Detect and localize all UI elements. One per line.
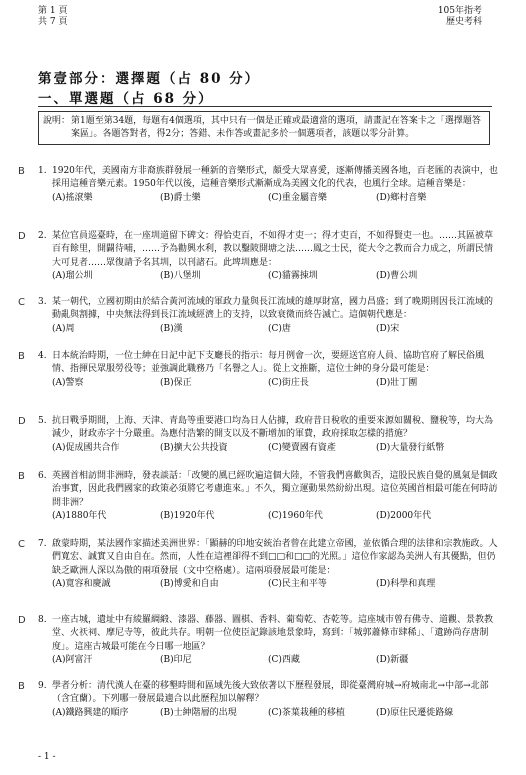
answer-option: (B)1920年代	[160, 510, 215, 521]
question-item	[18, 538, 500, 591]
answer-option: (D)大量發行紙幣	[376, 442, 445, 453]
page-number: 第 1 頁	[38, 6, 68, 16]
page-total: 共 7 頁	[38, 17, 68, 27]
question-item	[18, 296, 500, 336]
answer-option: (C)貓霧捒圳	[268, 270, 318, 281]
question-stem: 1920年代，美國南方非裔族群發展一種新的音樂形式，頗受大眾喜愛，逐漸傳播美國各地，百老匯的表演中，也採用這種音樂元素。1950年代以後，這種音樂形式漸漸成為美國文化的代表，也風行全球。這種音樂是：	[52, 166, 498, 190]
question-number: 6.	[38, 471, 47, 481]
question-item	[18, 614, 500, 667]
question-number: 3.	[38, 297, 47, 307]
answer-option: (B)士紳階層的出現	[160, 707, 237, 718]
answer-option: (C)茶葉栽種的移植	[268, 707, 345, 718]
handwritten-answer: B	[18, 681, 25, 692]
question-stem: 學者分析：清代漢人在臺的移墾時間和區域先後大致依著以下歷程發展，即從臺灣府城→府城南北→中部→北部（含宜蘭）。下列哪一發展最適合以此歷程加以解釋？	[52, 681, 489, 705]
answer-option: (B)爵士樂	[160, 192, 201, 203]
answer-options	[52, 270, 500, 283]
answer-option: (C)變賣國有資產	[268, 442, 336, 453]
answer-option: (C)街庄長	[268, 377, 309, 388]
answer-option: (C)西藏	[268, 654, 300, 665]
question-stem: 抗日戰爭期間，上海、天津、青島等重要港口均為日人佔據，政府昔日稅收的重要來源如關稅、鹽稅等，均大為減少，財政赤字十分嚴重。為應付浩繁的開支以及不斷增加的軍費，政府採取怎樣的措施？	[52, 416, 494, 440]
handwritten-answer: D	[18, 615, 26, 626]
answer-option: (A)瑠公圳	[52, 270, 93, 281]
answer-options	[52, 510, 500, 523]
answer-option: (D)原住民遷徙路線	[376, 707, 454, 718]
question-item	[18, 230, 500, 283]
handwritten-answer: C	[18, 539, 25, 550]
question-number: 5.	[38, 416, 47, 426]
handwritten-answer: D	[18, 231, 26, 242]
answer-options	[52, 707, 500, 720]
question-stem: 一座古城，遺址中有綾羅綢緞、漆器、藤器、圖棋、香料、葡萄乾、杏乾等。這座城市曾有佛寺、道觀、景教教堂、火祆祠、摩尼寺等，彼此共存。明朝一位使臣記錄該地景象時，寫到：「城郭蕭條市肆稀」、「遺跡尚存唐制度」。這座古城最可能在今日哪一地區？	[52, 615, 494, 652]
question-item	[18, 350, 500, 390]
answer-option: (D)宋	[376, 323, 400, 334]
question-stem: 日本統治時期，一位士紳在日記中記下支廳長的指示：每月例會一次，要經送官府人員、協助官府了解民俗風情、指揮民眾服勞役等；並強調此職務乃「名譽之人」。從上文推斷，這位士紳的身分最可能是：	[52, 351, 485, 375]
question-number: 1.	[38, 166, 47, 176]
page-header-left	[38, 6, 67, 28]
handwritten-answer: B	[18, 166, 25, 177]
answer-option: (A)警察	[52, 377, 84, 388]
page-footer: - 1 -	[38, 752, 56, 762]
question-item	[18, 680, 500, 720]
answer-option: (D)科學和真理	[376, 578, 436, 589]
answer-option: (A)寬容和慶誠	[52, 578, 111, 589]
question-item	[18, 415, 500, 455]
handwritten-answer: C	[18, 297, 25, 308]
question-item	[18, 470, 500, 523]
answer-option: (B)八堡圳	[160, 270, 201, 281]
question-item	[18, 165, 500, 205]
answer-option: (A)鐵路興建的順序	[52, 707, 129, 718]
answer-option: (B)擴大公共投資	[160, 442, 228, 453]
question-number: 2.	[38, 231, 47, 241]
answer-option: (B)博愛和自由	[160, 578, 219, 589]
instructions-box	[38, 111, 490, 145]
answer-option: (A)1880年代	[52, 510, 107, 521]
handwritten-answer: B	[18, 351, 25, 362]
answer-option: (B)印尼	[160, 654, 192, 665]
answer-option: (D)曹公圳	[376, 270, 418, 281]
answer-option: (C)唐	[268, 323, 291, 334]
question-stem: 啟蒙時期，某法國作家描述美洲世界：「顯赫的印地安統治者曾在此建立帝國，並依循合理的法律和宗教施政。人們寬宏、誠實又自由自在。然而，人性在這裡卻得不到□□和□□的光照。」這位作家認為美洲人有其優點，但仍缺乏歐洲人深以為傲的兩項發展（文中空格處）。這兩項發展最可能是：	[52, 539, 498, 576]
instructions-text: 第1題至第34題，每題有4個選項，其中只有一個是正確或最適當的選項，請畫記在答案卡之「選擇題答案區」。各題答對者，得2分；答錯、未作答或畫記多於一個選項者，該題以零分計算。	[71, 116, 481, 139]
question-number: 9.	[38, 681, 47, 691]
section-title: 一、單選題（占 68 分）	[38, 91, 214, 107]
question-stem: 某一朝代，立國初期由於結合黃河流域的軍政力量與長江流域的雄厚財富，國力昌盛；到了晚期則因長江流域的動亂與割據，中央無法得到長江流域經濟上的支持，以致衰微而終告滅亡。這個朝代應是：	[52, 297, 494, 321]
answer-option: (A)阿富汗	[52, 654, 93, 665]
answer-options	[52, 654, 500, 667]
handwritten-answer: B	[18, 471, 25, 482]
exam-name: 105年指考	[437, 6, 482, 16]
answer-option: (A)促成國共合作	[52, 442, 120, 453]
answer-options	[52, 442, 500, 455]
answer-option: (D)壯丁團	[376, 377, 418, 388]
answer-options	[52, 192, 500, 205]
answer-options	[52, 578, 500, 591]
answer-option: (A)搖滾樂	[52, 192, 93, 203]
answer-options	[52, 377, 500, 390]
question-number: 4.	[38, 351, 47, 361]
answer-option: (C)重金屬音樂	[268, 192, 327, 203]
answer-option: (C)民主和平等	[268, 578, 327, 589]
question-stem: 英國首相訪問非洲時，發表談話：「改變的風已經吹遍這個大陸，不管我們喜歡與否，這股民族自覺的風氣是個政治事實，因此我們國家的政策必須將它考慮進來。」不久，獨立運動果然紛紛出現。這位英國首相最可能在何時訪問非洲？	[52, 471, 498, 508]
question-number: 7.	[38, 539, 47, 549]
answer-option: (A)周	[52, 323, 75, 334]
answer-option: (C)1960年代	[268, 510, 323, 521]
instructions-label: 說明：	[43, 116, 71, 126]
part-title: 第壹部分：選擇題（占 80 分）	[38, 71, 261, 87]
page-header-right	[438, 6, 482, 28]
question-number: 8.	[38, 615, 47, 625]
handwritten-answer: D	[18, 416, 26, 427]
answer-options	[52, 323, 500, 336]
answer-option: (D)新疆	[376, 654, 409, 665]
answer-option: (B)漢	[160, 323, 183, 334]
answer-option: (D)2000年代	[376, 510, 432, 521]
answer-option: (D)鄉村音樂	[376, 192, 427, 203]
question-stem: 某位官員巡臺時，在一座圳道留下碑文：得恰吏百，不如得才吏一；得才吏百，不如得賢吏一也。……其區被草百有餘里，開闢待哺，……予為勸興水利，教以鑿陂開塘之法……鳳之士民，從大令之教而合力成之，所謂民情大可見者……眾復請予名其圳，以刊諸石。此埤圳應是：	[52, 231, 494, 268]
section-divider	[38, 106, 492, 107]
subject-name: 歷史考科	[445, 17, 482, 27]
answer-option: (B)保正	[160, 377, 192, 388]
